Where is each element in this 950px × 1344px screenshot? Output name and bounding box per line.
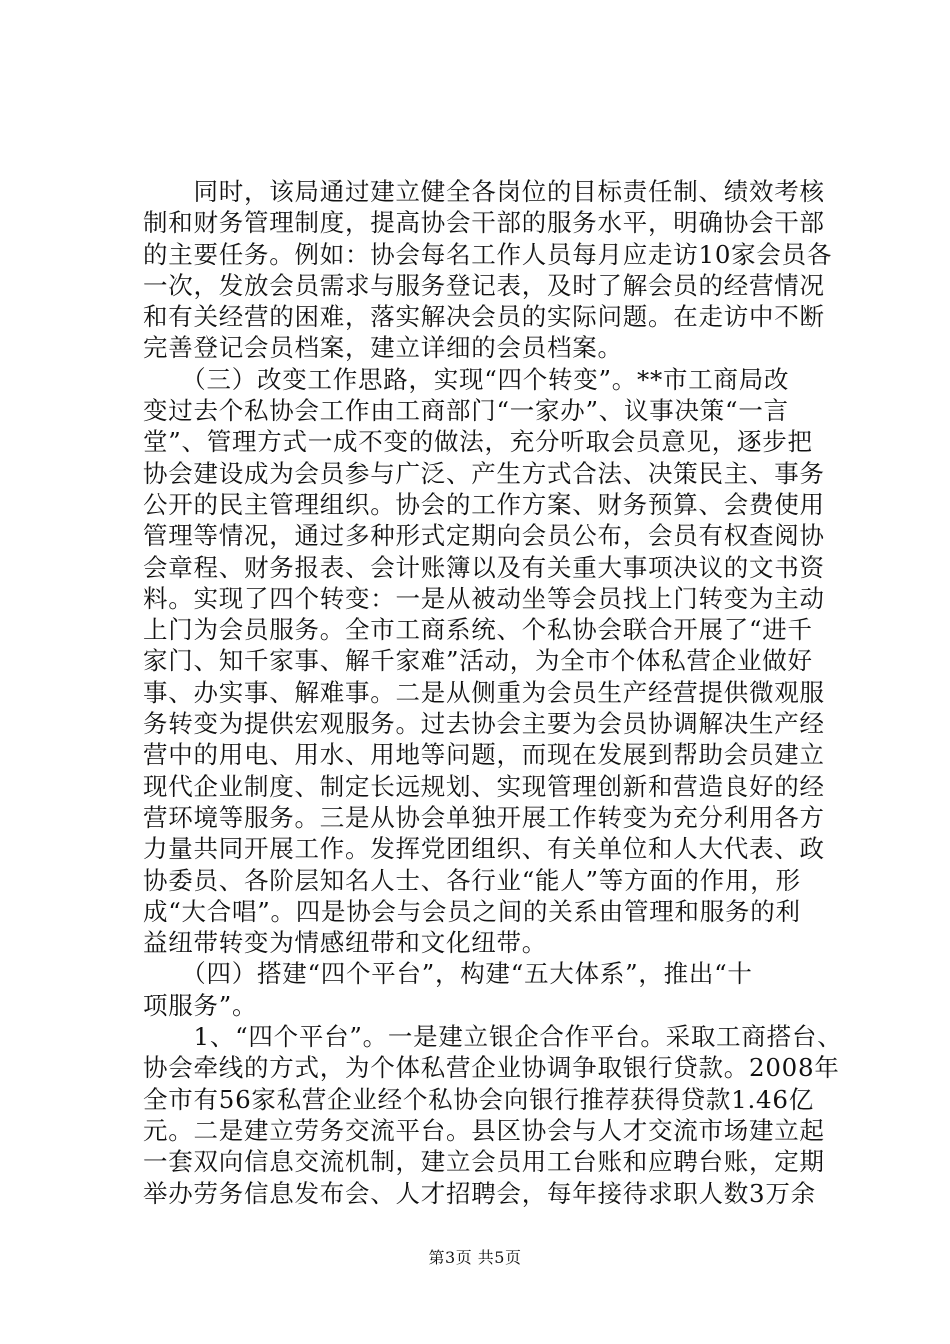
text-line: 力量共同开展工作。发挥党团组织、有关单位和人大代表、政	[143, 834, 825, 864]
text-line: 举办劳务信息发布会、人才招聘会，每年接待求职人数3万余	[143, 1178, 816, 1208]
text-line: 制和财务管理制度，提高协会干部的服务水平，明确协会干部	[143, 208, 825, 238]
text-line: 上门为会员服务。全市工商系统、个私协会联合开展了“进千	[143, 615, 813, 645]
text-line: 务转变为提供宏观服务。过去协会主要为会员协调解决生产经	[143, 709, 825, 739]
text-line: 协委员、各阶层知名人士、各行业“能人”等方面的作用，形	[143, 865, 801, 895]
page-footer	[0, 1245, 950, 1268]
text-line: 和有关经营的困难，落实解决会员的实际问题。在走访中不断	[143, 302, 825, 332]
text-line: 协会建设成为会员参与广泛、产生方式合法、决策民主、事务	[143, 458, 825, 488]
text-line: 元。二是建立劳务交流平台。县区协会与人才交流市场建立起	[143, 1115, 825, 1145]
text-line: 一次，发放会员需求与服务登记表，及时了解会员的经营情况	[143, 270, 825, 300]
text-line: 同时，该局通过建立健全各岗位的目标责任制、绩效考核	[143, 177, 825, 206]
text-line: 家门、知千家事、解千家难”活动，为全市个体私营企业做好	[143, 646, 813, 676]
page-number-label: 第3页 共5页	[428, 1248, 522, 1267]
text-line: 料。实现了四个转变：一是从被动坐等会员找上门转变为主动	[143, 583, 825, 613]
text-line: 1、“四个平台”。一是建立银企合作平台。采取工商搭台、	[143, 1022, 843, 1052]
text-line: 会章程、财务报表、会计账簿以及有关重大事项决议的文书资	[143, 552, 825, 582]
text-line: 堂”、管理方式一成不变的做法，充分听取会员意见，逐步把	[143, 427, 813, 457]
text-line: 公开的民主管理组织。协会的工作方案、财务预算、会费使用	[143, 489, 825, 519]
text-line: 营环境等服务。三是从协会单独开展工作转变为充分利用各方	[143, 802, 825, 832]
text-line: 成“大合唱”。四是协会与会员之间的关系由管理和服务的利	[143, 896, 801, 926]
text-line: 现代企业制度、制定长远规划、实现管理创新和营造良好的经	[143, 771, 825, 801]
text-line: 变过去个私协会工作由工商部门“一家办”、议事决策“一言	[143, 396, 789, 426]
text-line: 营中的用电、用水、用地等问题，而现在发展到帮助会员建立	[143, 740, 825, 770]
text-line: （三）改变工作思路，实现“四个转变”。**市工商局改	[143, 364, 790, 394]
text-line: （四）搭建“四个平台”，构建“五大体系”，推出“十	[143, 959, 753, 989]
text-line: 事、办实事、解难事。二是从侧重为会员生产经营提供微观服	[143, 677, 825, 707]
text-line: 的主要任务。例如：协会每名工作人员每月应走访10家会员各	[143, 239, 833, 269]
text-line: 项服务”。	[143, 990, 258, 1020]
document-body	[143, 176, 843, 1209]
text-line: 管理等情况，通过多种形式定期向会员公布，会员有权查阅协	[143, 521, 825, 551]
text-line: 全市有56家私营企业经个私协会向银行推荐获得贷款1.46亿	[143, 1084, 814, 1114]
text-line: 一套双向信息交流机制，建立会员用工台账和应聘台账，定期	[143, 1147, 825, 1177]
text-line: 完善登记会员档案，建立详细的会员档案。	[143, 333, 623, 363]
text-line: 益纽带转变为情感纽带和文化纽带。	[143, 928, 547, 958]
text-line: 协会牵线的方式，为个体私营企业协调争取银行贷款。2008年	[143, 1053, 840, 1083]
